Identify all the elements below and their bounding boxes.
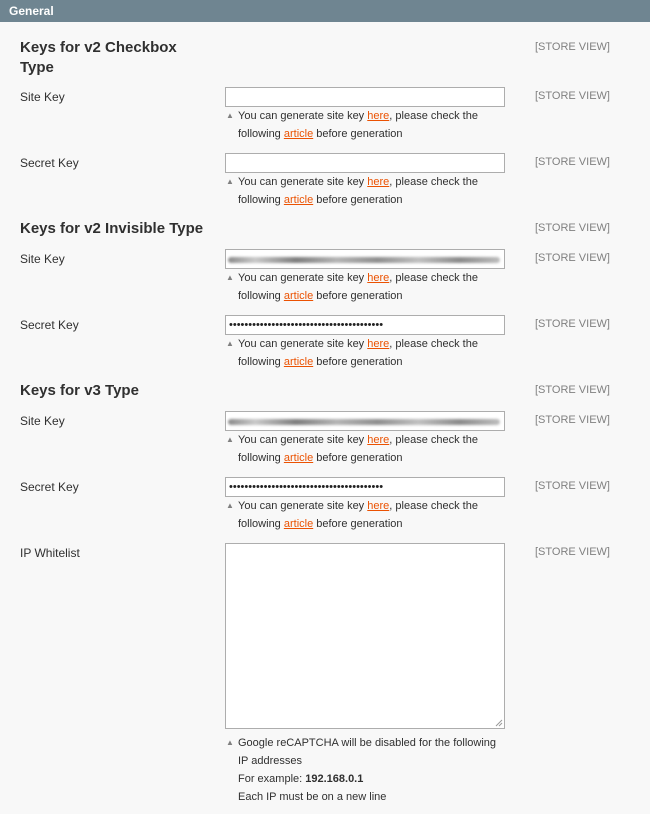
group-title-line1: Keys for v2 Checkbox [20, 39, 177, 56]
here-link[interactable]: here [367, 500, 390, 512]
input-value: •••••••••••••••••••••••••••••••••••••••• [229, 319, 384, 331]
here-link[interactable]: here [367, 338, 390, 350]
secret-key-label: Secret Key [20, 480, 79, 494]
note-text: You can generate site key [238, 110, 368, 122]
scope-label: [STORE VIEW] [535, 384, 610, 396]
article-link[interactable]: article [283, 356, 314, 368]
article-link[interactable]: article [283, 290, 314, 302]
note-triangle-icon: ▲ [226, 435, 234, 444]
note-text: , please check the [389, 110, 478, 122]
note-text: following [238, 518, 284, 530]
field-note [226, 335, 506, 371]
site-key-label: Site Key [20, 414, 65, 428]
note-text: You can generate site key [238, 338, 368, 350]
group-title-line2: Type [20, 59, 54, 76]
scope-label: [STORE VIEW] [535, 90, 610, 102]
note-text: Google reCAPTCHA will be disabled for the following [238, 737, 497, 749]
group-title-v3: Keys for v3 Type [20, 382, 139, 399]
site-key-label: Site Key [20, 90, 65, 104]
field-note [226, 107, 506, 143]
field-note [226, 269, 506, 305]
note-text: following [238, 452, 284, 464]
v2-checkbox-site-key-input[interactable] [225, 87, 505, 107]
note-text: For example: [238, 773, 306, 785]
v3-site-key-input[interactable] [225, 411, 505, 431]
note-text: following [238, 194, 284, 206]
note-triangle-icon: ▲ [226, 177, 234, 186]
note-text: , please check the [389, 500, 478, 512]
article-link[interactable]: article [283, 518, 314, 530]
note-text: before generation [313, 356, 403, 368]
scope-label: [STORE VIEW] [535, 252, 610, 264]
scope-label: [STORE VIEW] [535, 414, 610, 426]
group-title-v2-checkbox [20, 38, 177, 78]
v3-secret-key-input[interactable] [225, 477, 505, 497]
here-link[interactable]: here [367, 272, 390, 284]
scope-label: [STORE VIEW] [535, 480, 610, 492]
note-text: before generation [313, 194, 403, 206]
field-note [226, 497, 506, 533]
scope-label: [STORE VIEW] [535, 222, 610, 234]
note-triangle-icon: ▲ [226, 339, 234, 348]
here-link[interactable]: here [367, 434, 390, 446]
note-text: , please check the [389, 272, 478, 284]
group-title-v2-invisible: Keys for v2 Invisible Type [20, 220, 204, 237]
article-link[interactable]: article [283, 128, 314, 140]
ip-whitelist-textarea[interactable] [225, 543, 505, 729]
note-text: You can generate site key [238, 500, 368, 512]
note-text: before generation [313, 128, 403, 140]
site-key-label: Site Key [20, 252, 65, 266]
example-ip: 192.168.0.1 [305, 773, 364, 785]
article-link[interactable]: article [283, 452, 314, 464]
redacted-value [228, 419, 500, 425]
note-text: You can generate site key [238, 272, 368, 284]
here-link[interactable]: here [367, 110, 390, 122]
ip-whitelist-note [226, 734, 506, 806]
note-text: before generation [313, 290, 403, 302]
scope-label: [STORE VIEW] [535, 156, 610, 168]
redacted-value [228, 257, 500, 263]
scope-label: [STORE VIEW] [535, 318, 610, 330]
note-text: following [238, 290, 284, 302]
scope-label: [STORE VIEW] [535, 41, 610, 53]
note-triangle-icon: ▲ [226, 111, 234, 120]
v2-invisible-site-key-input[interactable] [225, 249, 505, 269]
field-note [226, 431, 506, 467]
note-triangle-icon: ▲ [226, 738, 234, 747]
note-text: following [238, 356, 284, 368]
article-link[interactable]: article [283, 194, 314, 206]
scope-label: [STORE VIEW] [535, 546, 610, 558]
here-link[interactable]: here [367, 176, 390, 188]
note-triangle-icon: ▲ [226, 501, 234, 510]
section-title: General [9, 4, 54, 18]
note-text: IP addresses [238, 755, 303, 767]
section-header-general[interactable] [0, 0, 650, 22]
secret-key-label: Secret Key [20, 156, 79, 170]
note-text: Each IP must be on a new line [238, 791, 387, 803]
note-text: You can generate site key [238, 176, 368, 188]
note-text: , please check the [389, 338, 478, 350]
note-text: , please check the [389, 434, 478, 446]
v2-checkbox-secret-key-input[interactable] [225, 153, 505, 173]
field-note [226, 173, 506, 209]
note-text: , please check the [389, 176, 478, 188]
note-text: before generation [313, 452, 403, 464]
note-text: following [238, 128, 284, 140]
note-text: You can generate site key [238, 434, 368, 446]
note-triangle-icon: ▲ [226, 273, 234, 282]
secret-key-label: Secret Key [20, 318, 79, 332]
v2-invisible-secret-key-input[interactable] [225, 315, 505, 335]
resize-grip-icon[interactable] [495, 719, 503, 727]
ip-whitelist-label: IP Whitelist [20, 546, 80, 560]
note-text: before generation [313, 518, 403, 530]
input-value: •••••••••••••••••••••••••••••••••••••••• [229, 481, 384, 493]
